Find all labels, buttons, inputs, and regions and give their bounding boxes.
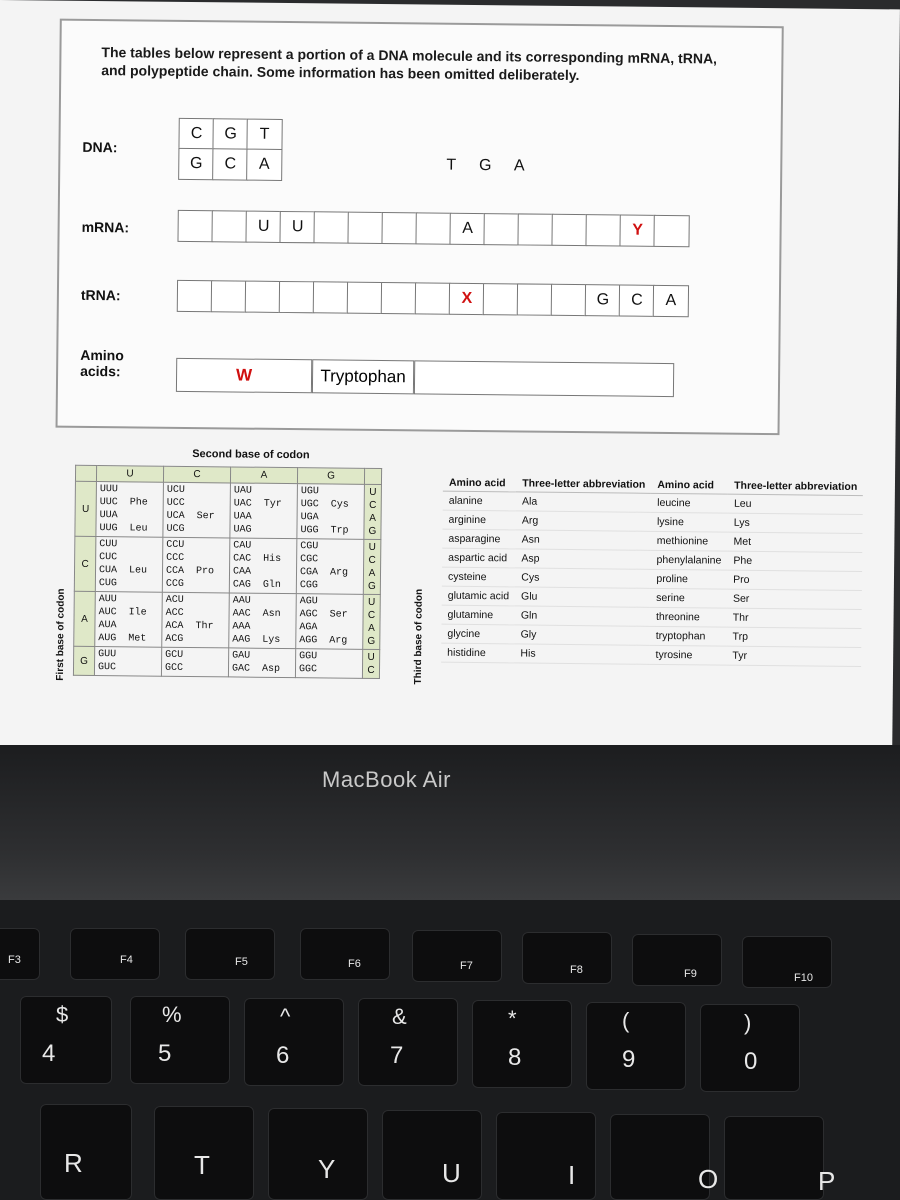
codon-cell: UCU UCC UCA Ser UCG (163, 482, 231, 538)
trna-base (211, 280, 247, 312)
mrna-label: mRNA: (81, 218, 130, 236)
f7-key[interactable]: F7 (412, 930, 502, 982)
third-base: U C (362, 649, 379, 678)
aa-cell: glutamine (441, 605, 514, 625)
second-base-header: A (230, 467, 297, 484)
dna-bottom-base: A (246, 149, 282, 181)
worksheet (56, 19, 784, 436)
key-u[interactable]: U (382, 1110, 482, 1200)
amino-acid-box (414, 360, 674, 397)
mrna-base (177, 210, 213, 242)
mrna-base (313, 211, 349, 243)
trna-base: C (619, 284, 655, 316)
second-base-header: U (96, 466, 163, 483)
keyboard (0, 900, 900, 1200)
aa-cell: Tyr (726, 646, 861, 666)
aa-cell: leucine (651, 493, 728, 513)
mrna-base (653, 215, 689, 247)
codon-cell: GCU GCC (161, 647, 228, 677)
codon-cell: GGU GGC (295, 649, 362, 679)
dna-bottom-base: C (212, 148, 248, 180)
codon-cell: UUU UUC Phe UUA UUG Leu (96, 482, 164, 538)
aa-header: Three-letter abbreviation (516, 475, 651, 493)
aa-cell: methionine (651, 531, 728, 551)
aa-cell: glycine (441, 624, 514, 644)
codon-cell: CCU CCC CCA Pro CCG (162, 537, 230, 593)
mrna-base: Y (619, 215, 655, 247)
amino-label (80, 347, 124, 379)
mrna-base (585, 214, 621, 246)
amino-label-line1: Amino (80, 346, 124, 364)
trna-base (279, 281, 315, 313)
trna-base: G (585, 284, 621, 316)
f3-key[interactable]: F3 (0, 928, 40, 980)
brand-label: MacBook Air (322, 767, 451, 792)
dna-top-base: T (246, 119, 282, 151)
f4-key[interactable]: F4 (70, 928, 160, 980)
first-base: C (74, 536, 96, 591)
aa-cell: Asp (515, 549, 650, 569)
codon-cell: CGU CGC CGA Arg CGG (296, 539, 364, 595)
mrna-base (415, 212, 451, 244)
amino-label-line2: acids: (80, 362, 121, 380)
aa-cell: Pro (727, 570, 862, 590)
trna-base: A (653, 285, 689, 317)
dna-bottom-base: G (178, 148, 214, 180)
dna-bottom-base: G (478, 157, 492, 175)
mrna-base (517, 213, 553, 245)
mrna-base (483, 213, 519, 245)
key-0[interactable]: ) 0 (700, 1004, 800, 1092)
codon-cell: AUU AUC Ile AUA AUG Met (95, 592, 163, 648)
codon-cell: AAU AAC Asn AAA AAG Lys (229, 593, 297, 649)
codon-cell: UGU UGC Cys UGA UGG Trp (297, 484, 365, 540)
first-base: U (75, 481, 97, 536)
table-row (441, 643, 862, 666)
trna-base: X (449, 283, 485, 315)
aa-cell: histidine (441, 643, 514, 663)
trna-base (517, 283, 553, 315)
key-r[interactable]: R (40, 1104, 132, 1200)
trna-base (347, 282, 383, 314)
aa-cell: threonine (650, 607, 727, 627)
key-o[interactable]: O (610, 1114, 710, 1200)
trna-base (483, 283, 519, 315)
aa-cell: aspartic acid (442, 548, 515, 568)
aa-cell: tyrosine (649, 645, 726, 665)
aa-cell: cysteine (442, 567, 515, 587)
aa-cell: proline (650, 569, 727, 589)
trna-label: tRNA: (80, 286, 121, 304)
key-9[interactable]: ( 9 (586, 1002, 686, 1090)
codon-table-title: Second base of codon (192, 448, 310, 462)
aa-cell: tryptophan (650, 626, 727, 646)
key-6[interactable]: ^ 6 (244, 998, 344, 1086)
codon-cell: AGU AGC Ser AGA AGG Arg (296, 594, 364, 650)
aa-header: Amino acid (651, 477, 728, 494)
codon-cell: CAU CAC His CAA CAG Gln (229, 538, 297, 594)
aa-cell: Ser (727, 589, 862, 609)
key-4[interactable]: $ 4 (20, 996, 112, 1084)
key-7[interactable]: & 7 (358, 998, 458, 1086)
aa-cell: Lys (728, 513, 863, 533)
codon-table (52, 441, 425, 745)
key-t[interactable]: T (154, 1106, 254, 1200)
codon-cell: UAU UAC Tyr UAA UAG (230, 483, 298, 539)
third-base: U C A G (363, 539, 381, 594)
aa-cell: Phe (727, 551, 862, 571)
f9-key[interactable]: F9 (632, 934, 722, 986)
mrna-base (381, 212, 417, 244)
aa-cell: Trp (726, 627, 861, 647)
dna-top-base: C (178, 118, 214, 150)
mrna-base: A (449, 213, 485, 245)
f6-key[interactable]: F6 (300, 928, 390, 980)
amino-acid-abbreviation-table (441, 475, 863, 667)
key-y[interactable]: Y (268, 1108, 368, 1200)
aa-cell: Gly (515, 625, 650, 645)
codon-cell: GAU GAC Asp (228, 648, 295, 678)
trna-base (381, 282, 417, 314)
aa-cell: Asn (516, 530, 651, 550)
mrna-base (551, 214, 587, 246)
dna-bottom-base: A (513, 157, 525, 175)
aa-cell: arginine (442, 510, 515, 530)
aa-cell: glutamic acid (442, 586, 515, 606)
mrna-base: U (279, 211, 315, 243)
aa-cell: lysine (651, 512, 728, 532)
first-base: A (74, 591, 96, 646)
aa-cell: phenylalanine (650, 550, 727, 570)
aa-cell: Gln (515, 606, 650, 626)
amino-acid-box: Tryptophan (312, 359, 414, 394)
aa-cell: Glu (515, 587, 650, 607)
mrna-base (347, 212, 383, 244)
second-base-header: C (163, 466, 230, 483)
corner-cell (75, 465, 96, 481)
aa-cell: Leu (728, 494, 863, 514)
aa-cell: Arg (516, 511, 651, 531)
aa-cell: Ala (516, 492, 651, 512)
key-8[interactable]: * 8 (472, 1000, 572, 1088)
trna-base (177, 280, 213, 312)
aa-cell: asparagine (442, 529, 515, 549)
aa-header: Amino acid (443, 475, 516, 492)
intro-text: The tables below represent a portion of a DNA molecule and its corresponding mRNA, tRNA, and polypeptide chain. Some information has been omitted deliberately. (101, 44, 718, 84)
aa-cell: His (514, 644, 649, 664)
first-base-axis-label: First base of codon (54, 588, 67, 681)
trna-base (415, 282, 451, 314)
codon-cell: CUU CUC CUA Leu CUG (95, 537, 163, 593)
first-base: G (73, 646, 94, 675)
dna-label: DNA: (82, 138, 118, 156)
aa-cell: Thr (727, 608, 862, 628)
f10-key[interactable]: F10 (742, 936, 832, 988)
f8-key[interactable]: F8 (522, 932, 612, 984)
aa-cell: alanine (443, 491, 516, 511)
key-5[interactable]: % 5 (130, 996, 230, 1084)
aa-cell: serine (650, 588, 727, 608)
key-p[interactable]: P (724, 1116, 824, 1200)
second-base-header: G (297, 468, 364, 485)
aa-cell: Cys (515, 568, 650, 588)
codon-cell: ACU ACC ACA Thr ACG (162, 592, 230, 648)
third-header (364, 468, 381, 484)
mrna-base (211, 210, 247, 242)
codon-cell: GUU GUC (94, 647, 161, 677)
aa-cell: Met (727, 532, 862, 552)
dna-top-base: G (212, 118, 248, 150)
trna-base (313, 281, 349, 313)
f5-key[interactable]: F5 (185, 928, 275, 980)
aa-header: Three-letter abbreviation (728, 478, 863, 496)
trna-base (551, 284, 587, 316)
third-base: U C A G (363, 594, 381, 649)
mrna-base: U (245, 211, 281, 243)
amino-acid-box: W (176, 358, 312, 393)
third-base-axis-label: Third base of codon (412, 588, 425, 685)
codon-grid (73, 465, 382, 679)
third-base: U C A G (364, 484, 382, 539)
trna-base (245, 281, 281, 313)
key-i[interactable]: I (496, 1112, 596, 1200)
dna-bottom-base: T (446, 156, 457, 174)
